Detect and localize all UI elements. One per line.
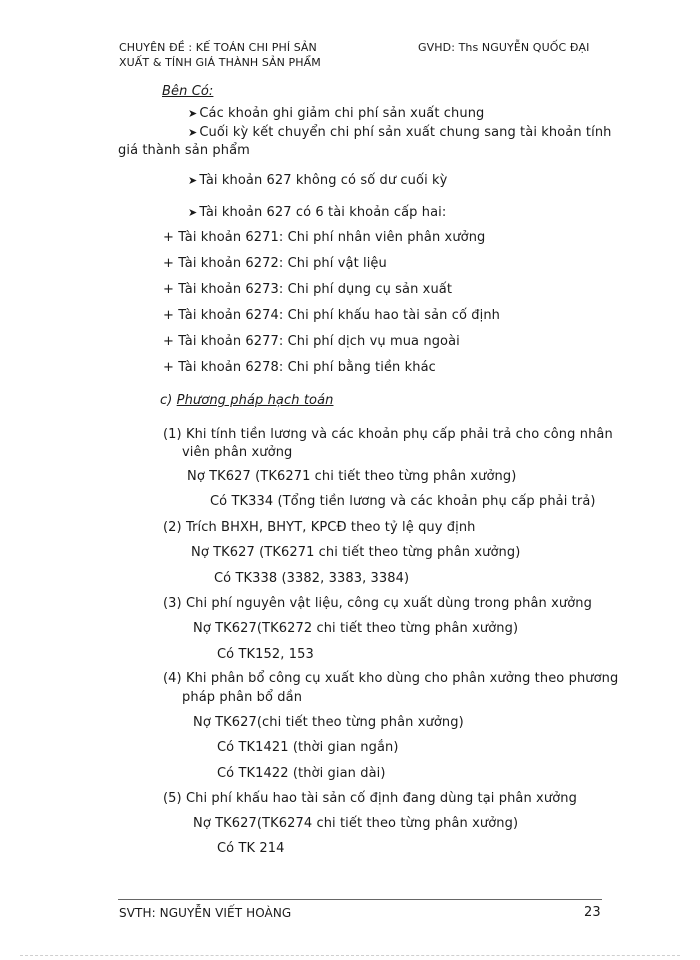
arrow-bullet-icon: ➤ [188,174,198,187]
sub-account-item: + Tài khoản 6271: Chi phí nhân viên phân xưởng [163,230,486,245]
sub-account-item: + Tài khoản 6273: Chi phí dụng cụ sản xuất [163,282,453,297]
entry-debit: Nợ TK627(TK6274 chi tiết theo từng phân xưởng) [193,816,519,831]
sub-account-item: + Tài khoản 6277: Chi phí dịch vụ mua ngoài [163,334,460,349]
entry-debit: Nợ TK627(chi tiết theo từng phân xưởng) [193,715,464,730]
header-topic-line-1: CHUYÊN ĐỀ : KẾ TOÁN CHI PHÍ SẢN [119,41,317,54]
footer-student: SVTH: NGUYỄN VIẾT HOÀNG [119,906,292,920]
entry-credit: Có TK1422 (thời gian dài) [217,766,386,781]
page-number: 23 [584,905,601,920]
header-instructor: GVHD: Ths NGUYỄN QUỐC ĐẠI [418,41,590,54]
entry-title: (2) Trích BHXH, BHYT, KPCĐ theo tỷ lệ quy định [163,520,476,535]
entry-title: (1) Khi tính tiền lương và các khoản phụ cấp phải trả cho công nhân [163,427,613,442]
arrow-bullet-icon: ➤ [188,126,198,139]
entry-title: (5) Chi phí khấu hao tài sản cố định đang dùng tại phân xưởng [163,791,577,806]
arrow-bullet-icon: ➤ [188,107,198,120]
bullet-item [188,106,484,121]
bullet-text: Cuối kỳ kết chuyển chi phí sản xuất chung sang tài khoản tính [199,125,612,140]
bullet-item [188,173,447,188]
page-break-line [20,955,680,956]
footer-divider [118,899,602,900]
entry-credit: Có TK1421 (thời gian ngắn) [217,740,399,755]
sub-account-item: + Tài khoản 6272: Chi phí vật liệu [163,256,387,271]
bullet-continuation: giá thành sản phẩm [118,143,250,158]
sub-account-item: + Tài khoản 6278: Chi phí bằng tiền khác [163,360,436,375]
bullet-item [188,205,446,220]
entry-debit: Nợ TK627 (TK6271 chi tiết theo từng phân xưởng) [187,469,517,484]
entry-title: (3) Chi phí nguyên vật liệu, công cụ xuất dùng trong phân xưởng [163,596,592,611]
arrow-bullet-icon: ➤ [188,206,198,219]
bullet-text: Tài khoản 627 không có số dư cuối kỳ [199,173,448,188]
entry-title: (4) Khi phân bổ công cụ xuất kho dùng cho phân xưởng theo phương [163,671,619,686]
bullet-item [188,125,612,140]
section-c-heading [160,393,333,408]
entry-credit: Có TK152, 153 [217,647,314,662]
entry-title-continuation: pháp phân bổ dần [182,690,303,705]
ben-co-heading: Bên Có: [162,84,214,99]
section-c-title: Phương pháp hạch toán [176,393,334,408]
section-c-prefix: c) [160,393,173,408]
bullet-text: Các khoản ghi giảm chi phí sản xuất chung [199,106,485,121]
entry-credit: Có TK338 (3382, 3383, 3384) [214,571,410,586]
entry-credit: Có TK334 (Tổng tiền lương và các khoản phụ cấp phải trả) [210,494,596,509]
entry-debit: Nợ TK627 (TK6271 chi tiết theo từng phân xưởng) [191,545,521,560]
header-topic-line-2: XUẤT & TÍNH GIÁ THÀNH SẢN PHẨM [119,56,321,69]
sub-account-item: + Tài khoản 6274: Chi phí khấu hao tài sản cố định [163,308,501,323]
entry-title-continuation: viên phân xưởng [182,445,293,460]
entry-debit: Nợ TK627(TK6272 chi tiết theo từng phân xưởng) [193,621,519,636]
bullet-text: Tài khoản 627 có 6 tài khoản cấp hai: [199,205,447,220]
entry-credit: Có TK 214 [217,841,285,856]
